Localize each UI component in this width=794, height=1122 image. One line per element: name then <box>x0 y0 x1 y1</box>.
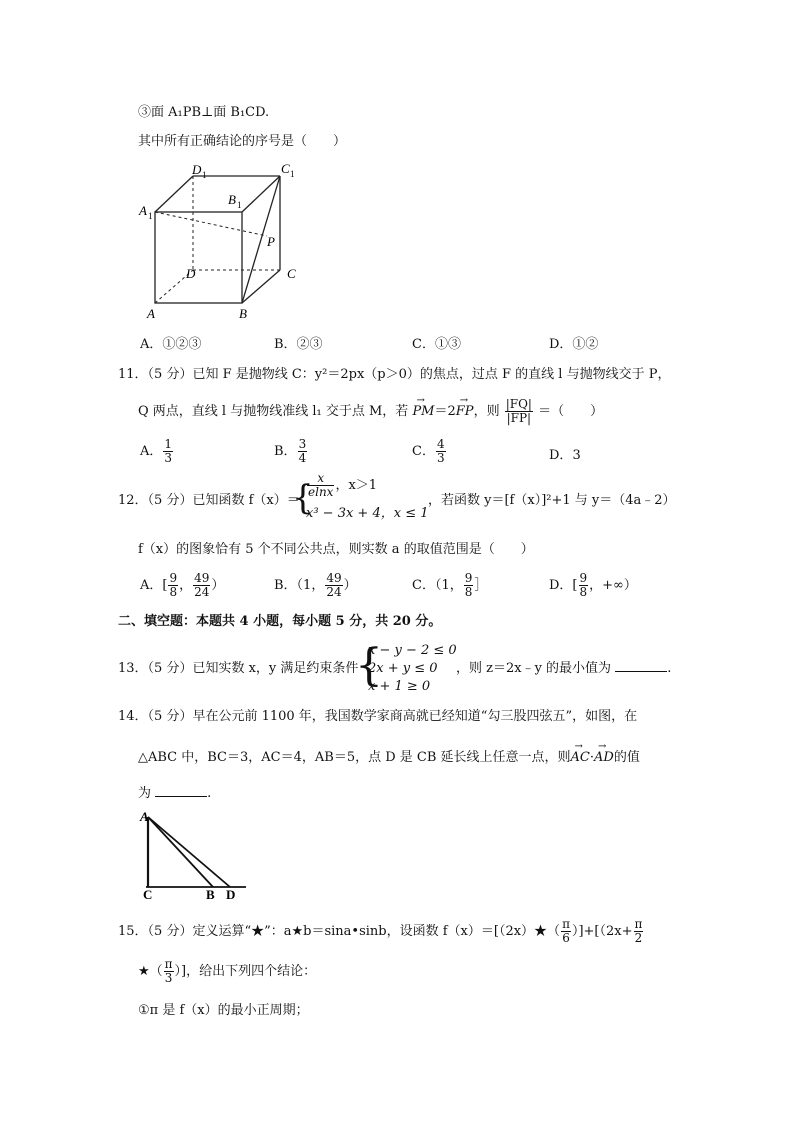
q10-question: 其中所有正确结论的序号是（ ） <box>138 134 347 149</box>
q14-line3: 为 . <box>138 786 212 801</box>
q13-head: 13．（5 分）已知实数 x，y 满足约束条件 <box>118 661 359 676</box>
label-C: C <box>143 887 153 900</box>
q15-line2: ★（ $\frac{\pi}{3}$ ）]，给出下列四个结论： <box>138 957 317 985</box>
q10-option-c: C．①③ <box>412 337 461 352</box>
q11-option-d: D．3 <box>549 448 581 463</box>
label-B: B <box>239 306 247 321</box>
q15-line1: 15．（5 分）定义运算“★”：a★b＝sina•sinb，设函数 f（x）＝[（2x）★（ $\frac{\pi}{6}$ ）]+[（2x+ $\frac{\pi}{2}$ <box>118 917 643 945</box>
q15-statement-1: ①π 是 f（x）的最小正周期； <box>138 1003 309 1018</box>
vector-fp: → FP <box>455 395 474 419</box>
label-C1: C <box>281 161 290 176</box>
svg-text:1: 1 <box>202 170 207 180</box>
section-2-heading: 二、填空题：本题共 4 小题，每小题 5 分，共 20 分。 <box>118 614 442 629</box>
q11-option-b: B． $\frac{3}{4}$ <box>274 437 307 465</box>
q13-constraint-3: x + 1 ≥ 0 <box>368 679 431 694</box>
q13-answer-blank <box>615 671 667 672</box>
q10-option-a: A．①②③ <box>140 337 202 352</box>
q12-option-b: B．（1， $\frac{49}{24}$ ） <box>274 571 357 599</box>
label-A: A <box>140 809 149 824</box>
q11-line1: 11．（5 分）已知 F 是抛物线 C：y²＝2px（p＞0）的焦点，过点 F 的直线 l 与抛物线交于 P， <box>118 367 671 382</box>
label-B1: B <box>228 192 236 207</box>
svg-text:1: 1 <box>148 211 153 221</box>
svg-text:1: 1 <box>290 169 295 179</box>
q10-statement-3: ③面 A₁PB⊥面 B₁CD. <box>138 105 270 120</box>
q12-tail: ，若函数 y＝[f（x）]²+1 与 y＝（4a﹣2） <box>428 493 676 508</box>
q12-option-a: A．[ $\frac{9}{8}$ ， $\frac{49}{24}$ ） <box>140 571 225 599</box>
cube-figure <box>135 160 315 325</box>
label-D: D <box>226 887 236 900</box>
q14-answer-blank <box>155 796 207 797</box>
vector-ac: → AC <box>570 741 590 765</box>
q12-line2: f（x）的图象恰有 5 个不同公共点，则实数 a 的取值范围是（ ） <box>138 542 534 557</box>
label-D: D <box>186 266 196 281</box>
q13-constraint-2: 2x + y ≤ 0 <box>368 661 438 676</box>
q11-option-a: A． $\frac{1}{3}$ <box>140 437 173 465</box>
q13-brace: { <box>355 640 383 691</box>
q13-constraint-1: x − y − 2 ≤ 0 <box>368 643 457 658</box>
q12-case2: x³ − 3x + 4，x ≤ 1 <box>306 506 429 521</box>
label-C: C <box>287 266 296 281</box>
label-D1: D <box>192 162 202 177</box>
q12-case1: $\frac{x}{elnx}$ ，x＞1 <box>308 471 378 499</box>
q14-line1: 14．（5 分）早在公元前 1100 年，我国数学家商高就已经知道“勾三股四弦五”，如图，在 <box>118 709 638 724</box>
q14-line2: △ABC 中，BC＝3，AC＝4，AB＝5，点 D 是 CB 延长线上任意一点，则 → AC· → AD的值 <box>138 747 640 769</box>
q12-option-d: D．[ $\frac{9}{8}$ ，+∞） <box>549 571 637 599</box>
q11-line2: Q 两点，直线 l 与抛物线准线 l₁ 交于点 M，若 → PM＝2 → FP，则 $\frac{|FQ|}{|FP|}$ ＝（ ） <box>138 395 604 425</box>
q12-head: 12．（5 分）已知函数 f（x）＝ <box>118 493 300 508</box>
q13-tail: ，则 z＝2x﹣y 的最小值为 . <box>456 661 672 676</box>
q10-option-d: D．①② <box>549 337 599 352</box>
vector-ad: → AD <box>594 741 614 765</box>
q12-option-c: C．（1， $\frac{9}{8}$ ］ <box>412 571 488 599</box>
label-A1: A <box>139 203 147 218</box>
vector-pm: → PM <box>412 395 435 419</box>
label-P: P <box>267 234 275 249</box>
q10-option-b: B．②③ <box>274 337 323 352</box>
fraction-fq-fp: $\frac{|FQ|}{|FP|}$ <box>505 397 532 425</box>
label-A: A <box>147 306 155 321</box>
label-B: B <box>206 887 215 900</box>
triangle-figure <box>138 805 253 900</box>
svg-text:1: 1 <box>237 200 242 210</box>
q12-brace: { <box>292 478 314 518</box>
q11-option-c: C． $\frac{4}{3}$ <box>412 437 445 465</box>
